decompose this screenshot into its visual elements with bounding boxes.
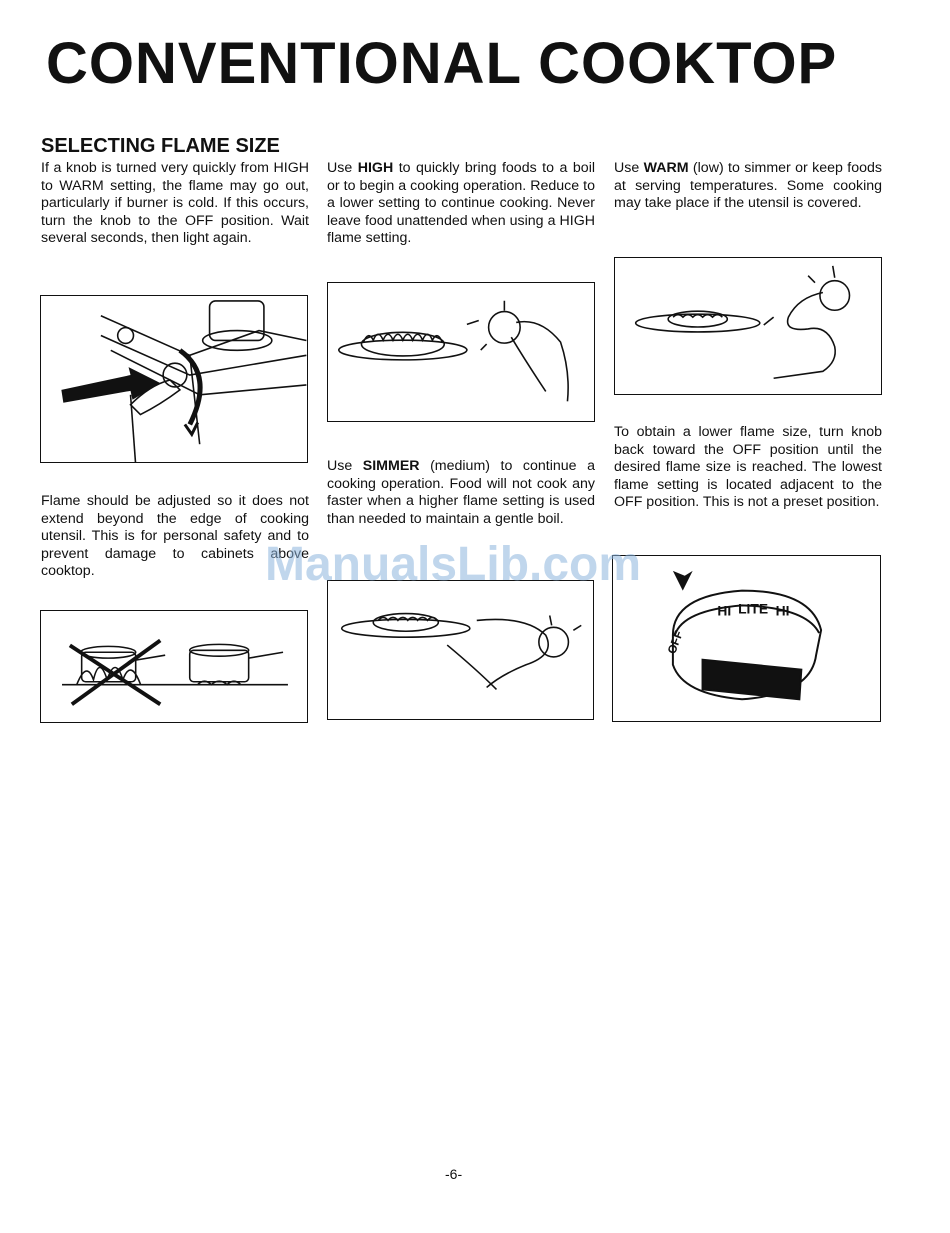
- figure-flame-size: [40, 610, 308, 723]
- knob-label-hi: HI: [717, 602, 732, 619]
- flame-size-illustration: [41, 611, 307, 722]
- col3-paragraph-1: Use WARM (low) to simmer or keep foods at serving temperatures. Some cooking may take place if the utensil is covered.: [614, 160, 883, 211]
- knob-label-off: OFF: [664, 628, 686, 656]
- col3-paragraph-2: To obtain a lower flame size, turn knob back toward the OFF position until the desired flame size is reached. The lowest flame setting is located adjacent to the OFF position. This is not a preset position.: [614, 424, 882, 510]
- knob-closeup-illustration: [613, 556, 880, 721]
- warm-flame-illustration: [615, 258, 881, 394]
- col1-paragraph-2: Flame should be adjusted so it does not extend beyond the edge of cooking utensil. This is for personal safety and to prevent damage to cabinets above cooktop.: [41, 493, 309, 579]
- knob-turn-illustration: [41, 296, 307, 462]
- col2-paragraph-2: Use SIMMER (medium) to continue a cooking operation. Food will not cook any faster when a higher flame setting is used than needed to maintain a gentle boil.: [327, 458, 595, 527]
- simmer-setting-label: SIMMER: [362, 458, 420, 474]
- figure-high-flame: [327, 282, 595, 422]
- section-title: SELECTING FLAME SIZE: [41, 135, 280, 157]
- page-title: CONVENTIONAL COOKTOP: [46, 31, 838, 96]
- warm-setting-label: WARM: [643, 160, 689, 176]
- knob-label-hi-2: HI: [775, 602, 790, 619]
- arrow-icon: [673, 571, 693, 591]
- knob-label-lite: LITE: [738, 600, 769, 617]
- simmer-flame-illustration: [328, 581, 593, 719]
- figure-knob-turn: [40, 295, 308, 463]
- page-number: -6-: [445, 1166, 463, 1182]
- watermark: ManualsLib.com: [265, 538, 642, 591]
- figure-knob-closeup: [612, 555, 881, 722]
- high-flame-illustration: [328, 283, 594, 421]
- col1-paragraph-1: If a knob is turned very quickly from HIGH to WARM setting, the flame may go out, particularly if burner is cold. If this occurs, turn the knob to the OFF position. Wait several seconds, then light again.: [41, 160, 309, 246]
- high-setting-label: HIGH: [357, 160, 394, 176]
- figure-warm-flame: [614, 257, 882, 395]
- col2-paragraph-1: Use HIGH to quickly bring foods to a boil or to begin a cooking operation. Reduce to a lower setting to continue cooking. Never leave food unattended when using a HIGH flame setting.: [327, 160, 595, 246]
- figure-simmer-flame: [327, 580, 594, 720]
